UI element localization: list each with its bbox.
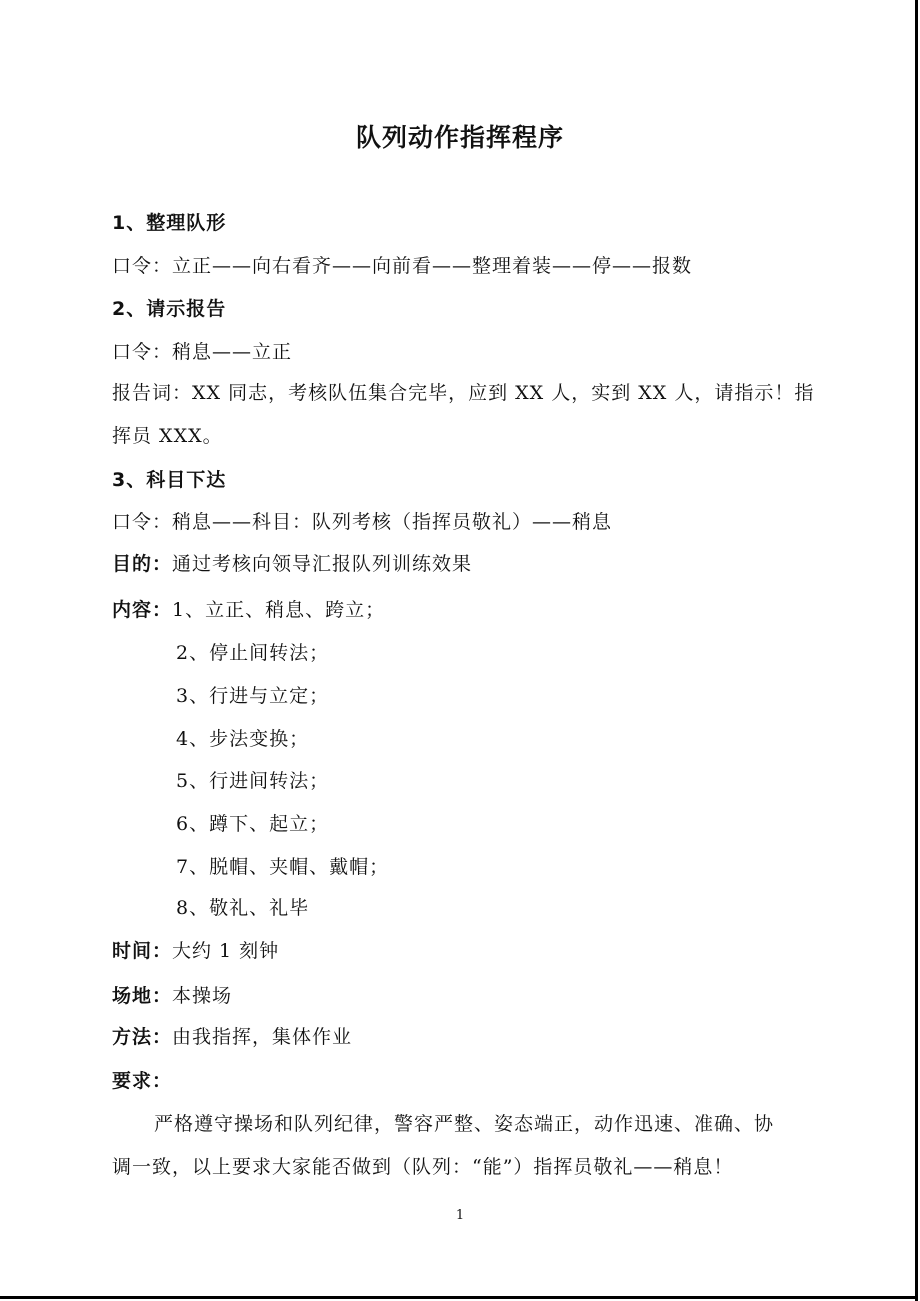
- time-row: [112, 936, 279, 963]
- requirement-text-line-1: 严格遵守操场和队列纪律，警容严整、姿态端正，动作迅速、准确、协: [154, 1113, 775, 1135]
- section-3-heading: 3、科目下达: [112, 469, 227, 491]
- requirement-text-line-2: 调一致，以上要求大家能否做到（队列：“能”）指挥员敬礼——稍息！: [112, 1156, 734, 1178]
- content-item-7: 7、脱帽、夹帽、戴帽；: [176, 856, 390, 878]
- page-number: 1: [455, 1208, 465, 1223]
- method-text: 由我指挥，集体作业: [172, 1026, 353, 1048]
- section-2-command: 口令：稍息——立正: [112, 341, 293, 363]
- venue-label: 场地：: [112, 985, 173, 1007]
- section-3-command: 口令：稍息——科目：队列考核（指挥员敬礼）——稍息: [112, 511, 613, 533]
- section-1-heading: 1、整理队形: [112, 212, 227, 234]
- time-text: 大约 1 刻钟: [172, 940, 280, 962]
- page-edge-right: [915, 0, 918, 1301]
- content-item-2: 2、停止间转法；: [176, 642, 330, 664]
- venue-row: [112, 981, 232, 1008]
- time-label: 时间：: [112, 940, 173, 962]
- content-item-5: 5、行进间转法；: [176, 770, 330, 792]
- requirement-row: [112, 1066, 172, 1093]
- section-1-command: 口令：立正——向右看齐——向前看——整理着装——停——报数: [112, 255, 693, 277]
- content-item-1: 1、立正、稍息、跨立；: [172, 599, 386, 621]
- report-text-line-2: 挥员 XXX。: [112, 425, 223, 447]
- content-item-4: 4、步法变换；: [176, 728, 310, 750]
- content-item-3: 3、行进与立定；: [176, 685, 330, 707]
- content-item-6: 6、蹲下、起立；: [176, 813, 330, 835]
- method-label: 方法：: [112, 1026, 173, 1048]
- section-2-heading: 2、请示报告: [112, 298, 227, 320]
- page-title: 队列动作指挥程序: [355, 123, 564, 152]
- purpose-row: [112, 549, 472, 576]
- venue-text: 本操场: [172, 985, 233, 1007]
- content-row: [112, 595, 385, 622]
- purpose-label: 目的：: [112, 553, 173, 575]
- report-text-line-1: 报告词：XX 同志，考核队伍集合完毕，应到 XX 人，实到 XX 人，请指示！指: [112, 382, 815, 404]
- page-edge-bottom: [0, 1296, 918, 1299]
- requirement-label: 要求：: [112, 1070, 173, 1092]
- content-item-8: 8、敬礼、礼毕: [176, 897, 310, 919]
- content-label: 内容：: [112, 599, 173, 621]
- purpose-text: 通过考核向领导汇报队列训练效果: [172, 553, 473, 575]
- method-row: [112, 1022, 352, 1049]
